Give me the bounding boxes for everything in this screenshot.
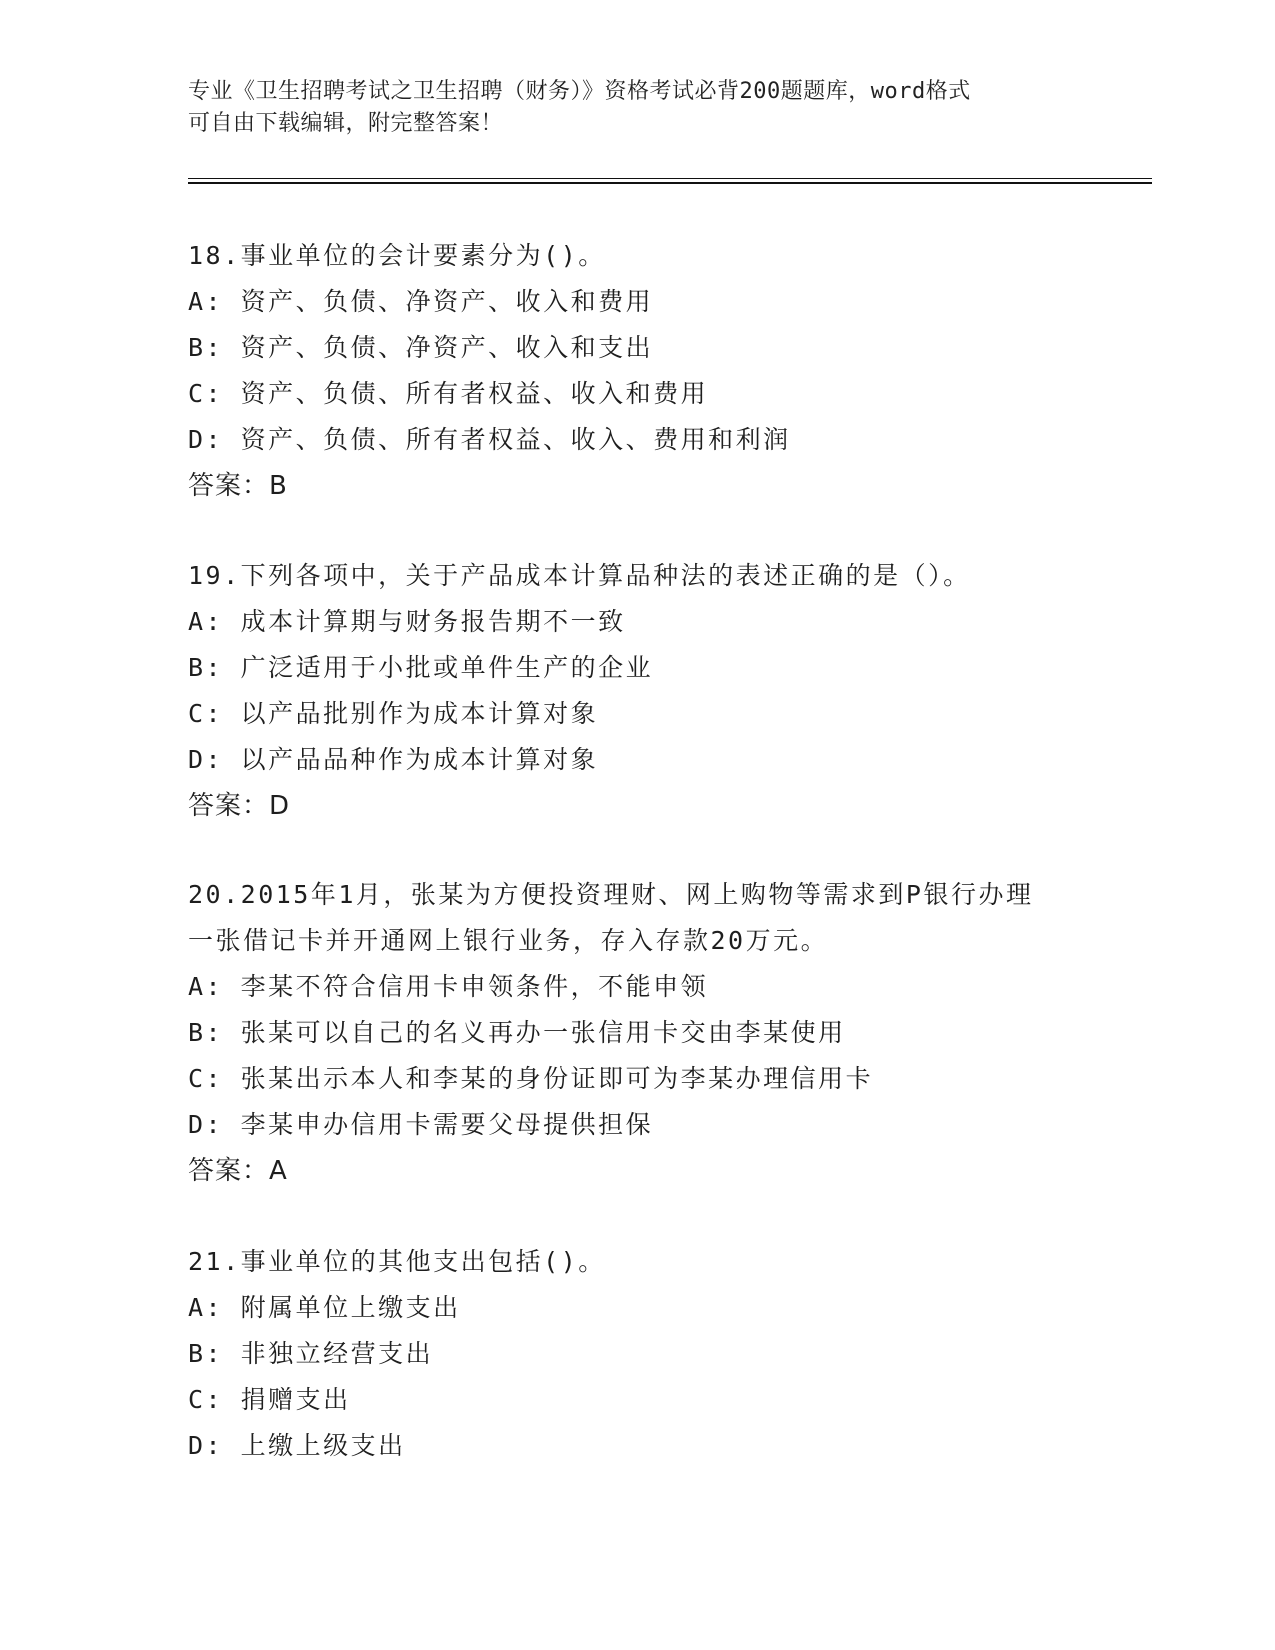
header-line-1: 专业《卫生招聘考试之卫生招聘（财务）》资格考试必背200题题库，word格式 — [188, 79, 971, 104]
option-a: A: 资产、负债、净资产、收入和费用 — [188, 287, 654, 316]
header-divider-thin — [188, 178, 1152, 179]
option-b: B: 非独立经营支出 — [188, 1339, 434, 1368]
question-stem-line-2: 一张借记卡并开通网上银行业务，存入存款20万元。 — [188, 926, 829, 955]
option-b: B: 张某可以自己的名义再办一张信用卡交由李某使用 — [188, 1018, 846, 1047]
option-a: A: 附属单位上缴支出 — [188, 1293, 461, 1322]
answer-line: 答案：A — [188, 1156, 288, 1186]
question-21 — [188, 1239, 1108, 1469]
option-d: D: 李某申办信用卡需要父母提供担保 — [188, 1110, 654, 1139]
question-stem: 19.下列各项中，关于产品成本计算品种法的表述正确的是（）。 — [188, 561, 971, 590]
question-stem-line-1: 20.2015年1月，张某为方便投资理财、网上购物等需求到P银行办理 — [188, 880, 1034, 909]
question-20 — [188, 872, 1108, 1194]
answer-line: 答案：D — [188, 791, 291, 821]
question-stem: 21.事业单位的其他支出包括()。 — [188, 1247, 606, 1276]
option-a: A: 李某不符合信用卡申领条件，不能申领 — [188, 972, 709, 1001]
answer-line: 答案：B — [188, 471, 288, 501]
option-b: B: 资产、负债、净资产、收入和支出 — [188, 333, 654, 362]
option-c: C: 以产品批别作为成本计算对象 — [188, 699, 599, 728]
document-header — [188, 76, 1088, 140]
header-divider-thick — [188, 182, 1152, 184]
option-d: D: 资产、负债、所有者权益、收入、费用和利润 — [188, 425, 791, 454]
option-b: B: 广泛适用于小批或单件生产的企业 — [188, 653, 654, 682]
option-d: D: 以产品品种作为成本计算对象 — [188, 745, 599, 774]
question-19 — [188, 553, 1108, 829]
question-stem: 18.事业单位的会计要素分为()。 — [188, 241, 606, 270]
option-d: D: 上缴上级支出 — [188, 1431, 406, 1460]
header-line-2: 可自由下载编辑，附完整答案！ — [188, 111, 504, 136]
option-c: C: 捐赠支出 — [188, 1385, 351, 1414]
option-c: C: 资产、负债、所有者权益、收入和费用 — [188, 379, 709, 408]
question-18 — [188, 233, 1108, 509]
option-a: A: 成本计算期与财务报告期不一致 — [188, 607, 626, 636]
option-c: C: 张某出示本人和李某的身份证即可为李某办理信用卡 — [188, 1064, 874, 1093]
